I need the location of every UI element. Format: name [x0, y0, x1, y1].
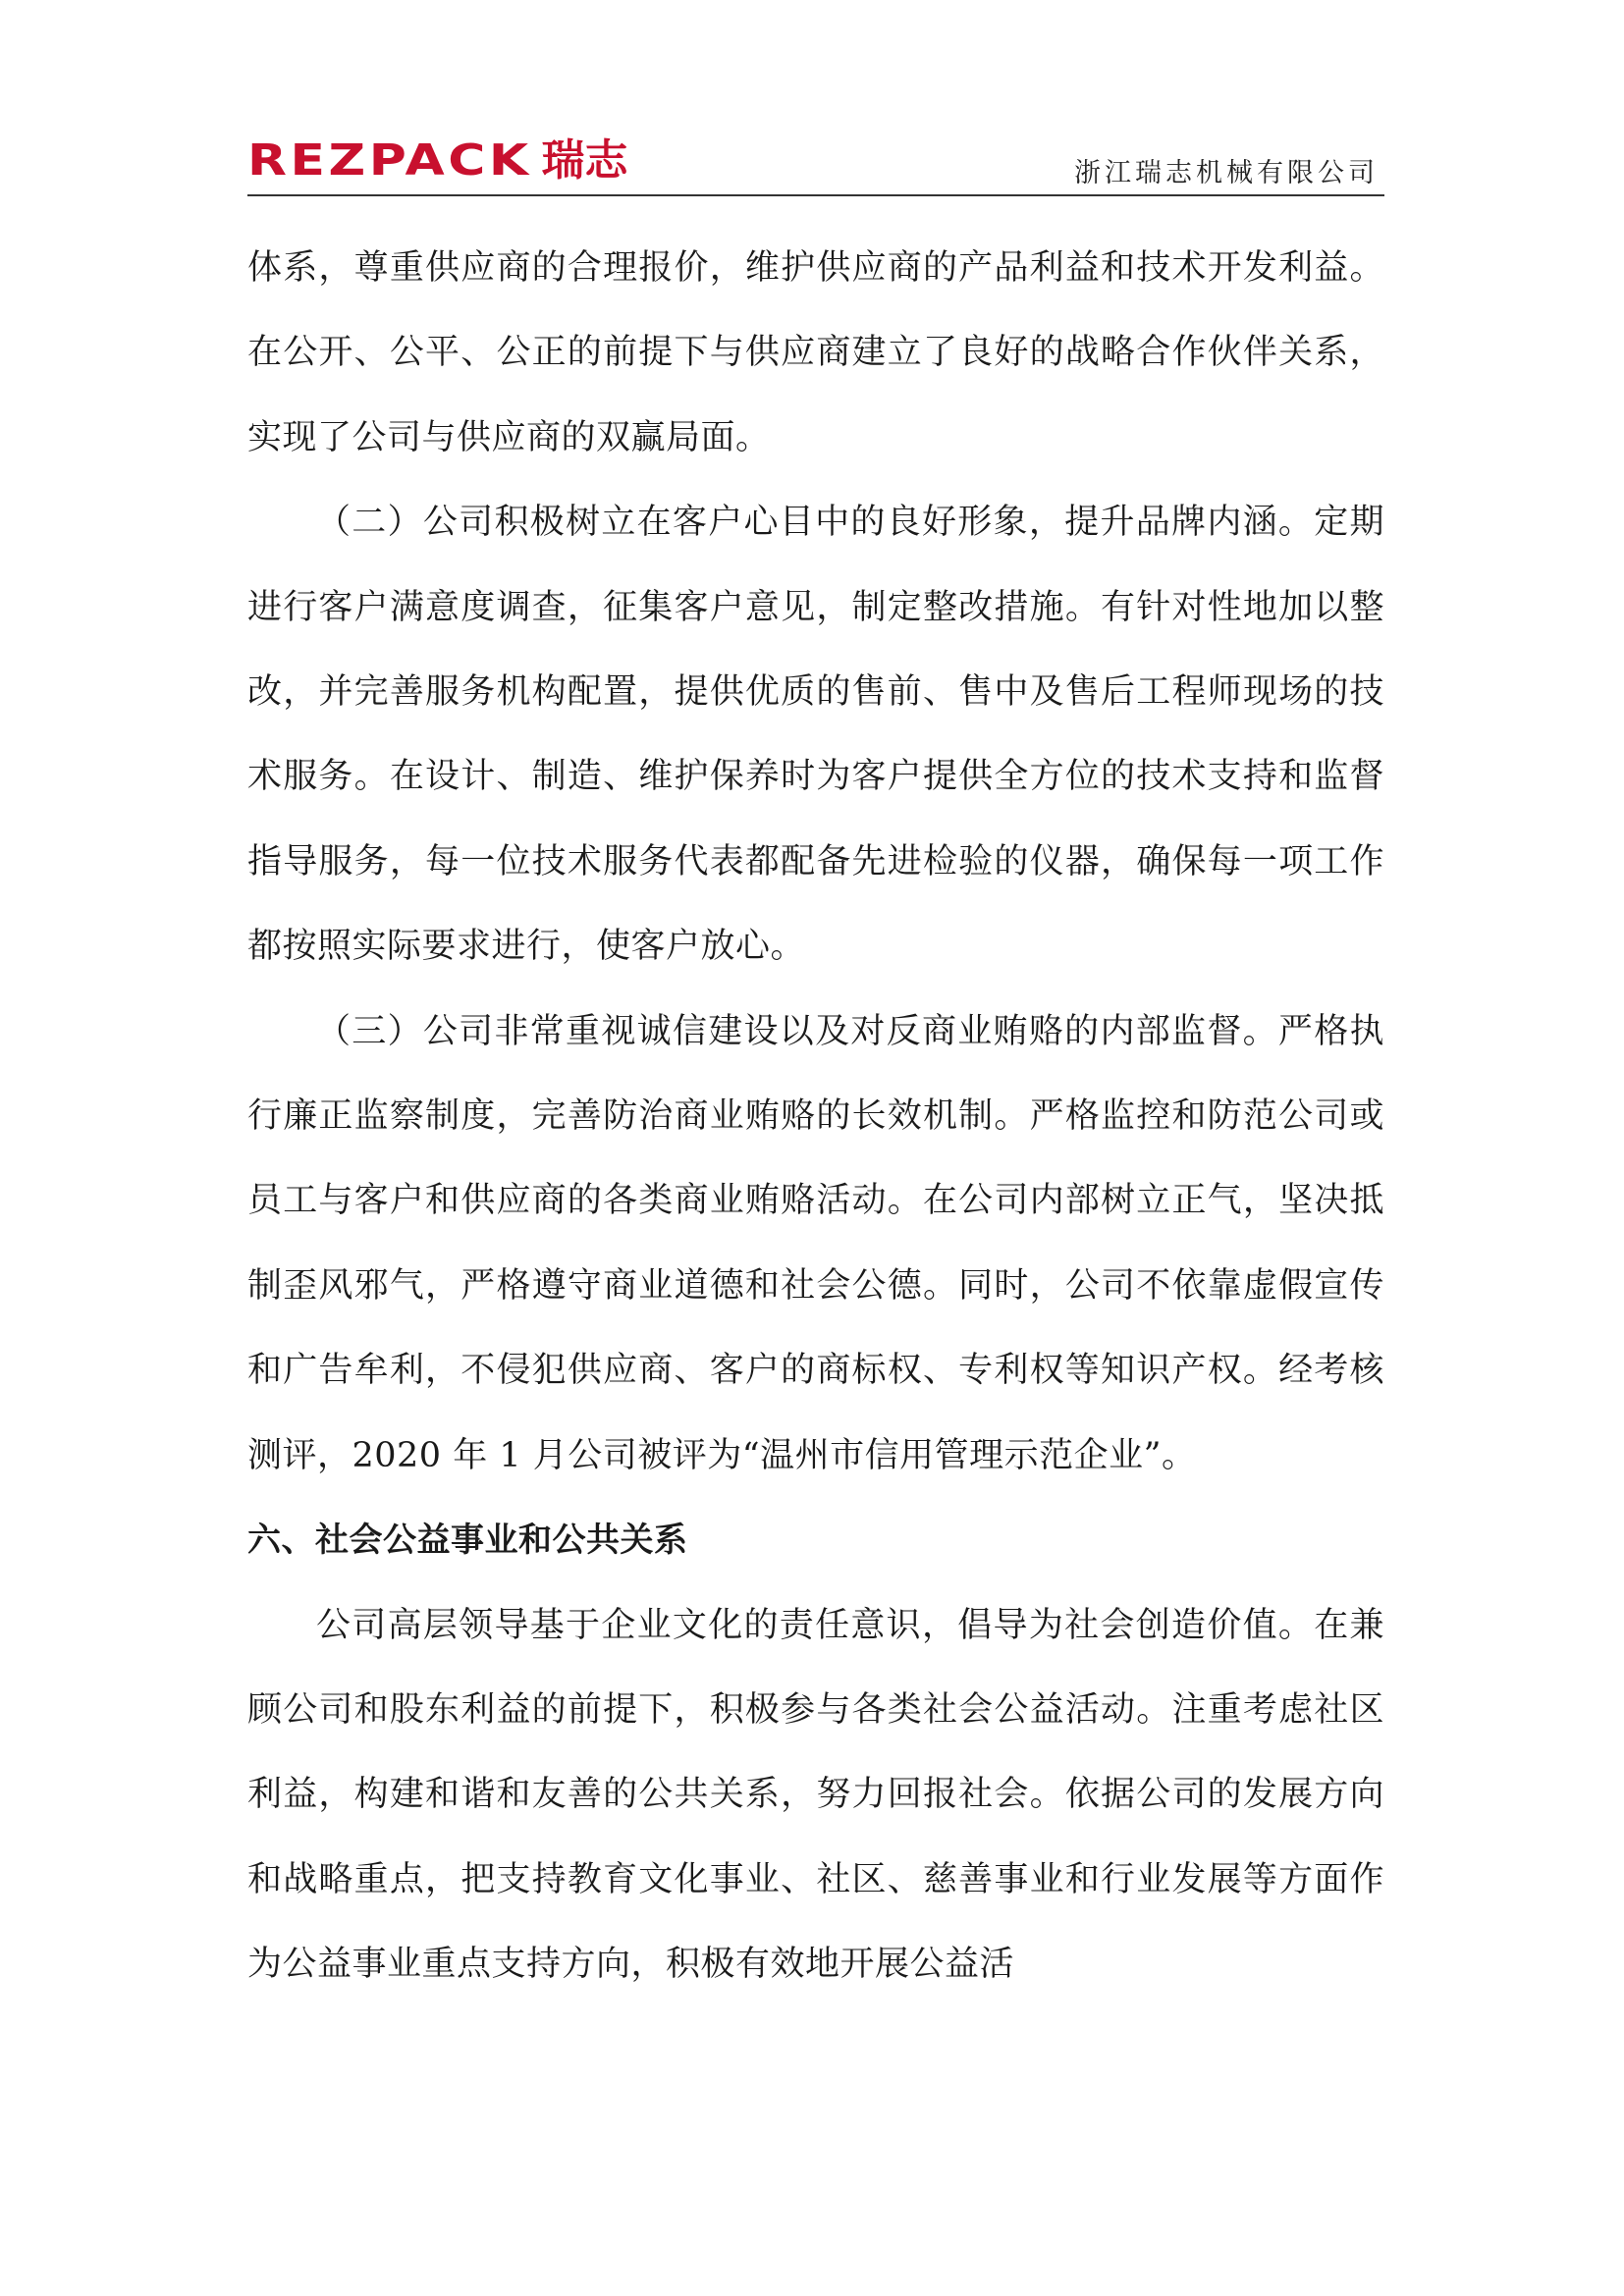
paragraph-customer-image: （二）公司积极树立在客户心目中的良好形象，提升品牌内涵。定期进行客户满意度调查，征集客户意见，制定整改措施。有针对性地加以整改，并完善服务机构配置，提供优质的售前、售中及售后工程师现场的技术服务。在设计、制造、维护保养时为客户提供全方位的技术支持和监督指导服务，每一位技术服务代表都配备先进检验的仪器，确保每一项工作都按照实际要求进行，使客户放心。 [247, 503, 1384, 967]
section-heading: 六、社会公益事业和公共关系 [247, 1521, 688, 1561]
company-name: 浙江瑞志机械有限公司 [1074, 158, 1379, 188]
paragraph-continuation: 体系，尊重供应商的合理报价，维护供应商的产品利益和技术开发利益。在公开、公平、公正的前提下与供应商建立了良好的战略合作伙伴关系，实现了公司与供应商的双赢局面。 [247, 248, 1384, 457]
paragraph-public-welfare: 公司高层领导基于企业文化的责任意识，倡导为社会创造价值。在兼顾公司和股东利益的前提下，积极参与各类社会公益活动。注重考虑社区利益，构建和谐和友善的公共关系，努力回报社会。依据公司的发展方向和战略重点，把支持教育文化事业、社区、慈善事业和行业发展等方面作为公益事业重点支持方向，积极有效地开展公益活 [247, 1605, 1384, 1985]
document-body [247, 226, 1384, 2007]
paragraph-integrity: （三）公司非常重视诚信建设以及对反商业贿赂的内部监督。严格执行廉正监察制度，完善防治商业贿赂的长效机制。严格监控和防范公司或员工与客户和供应商的各类商业贿赂活动。在公司内部树立正气，坚决抵制歪风邪气，严格遵守商业道德和社会公德。同时，公司不依靠虚假宣传和广告牟利，不侵犯供应商、客户的商标权、专利权等知识产权。经考核测评，2020 年 1 月公司被评为“温州市信用管理示范企业”。 [247, 1011, 1384, 1475]
page-header [247, 135, 1384, 194]
company-logo [247, 135, 628, 186]
logo-cjk-text: 瑞志 [541, 135, 628, 186]
header-divider [247, 194, 1384, 196]
logo-latin-text: REZPACK [247, 135, 532, 186]
